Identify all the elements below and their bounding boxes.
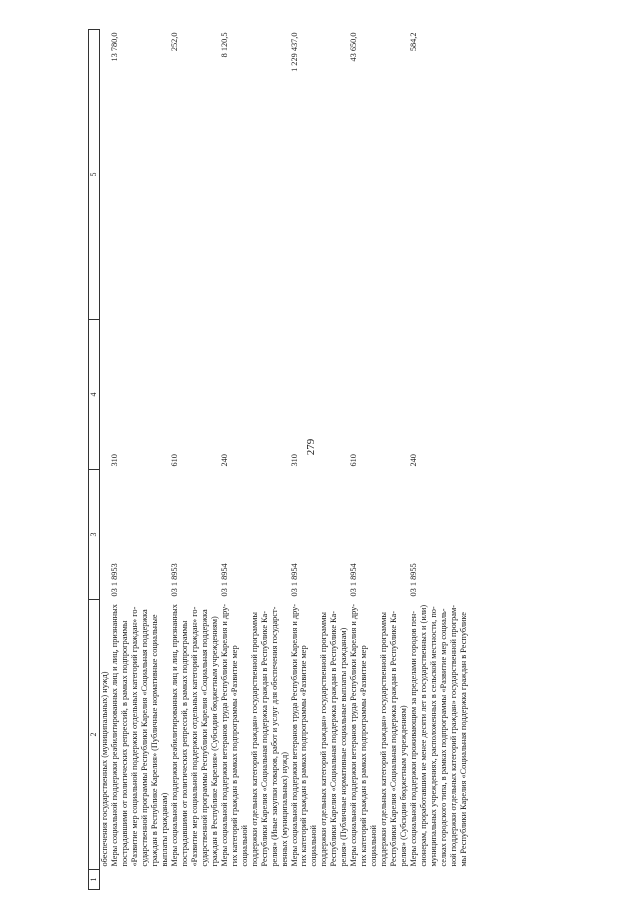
- row-amount: 43 650,0: [349, 32, 359, 62]
- description-line: гих категорий граждан в рамках подпрограммы «Развитие мер социальной: [359, 645, 379, 867]
- table-row: [349, 30, 409, 890]
- description-line: Республики Карелия «Социальная поддержка граждан в Республике Ка-: [329, 610, 339, 867]
- description-line: Меры социальной поддержки ветеранов труда Республики Карелия и дру-: [289, 603, 299, 867]
- table-row: [110, 30, 170, 890]
- description-line: релия» (Иные закупки товаров, работ и услуг для обеспечения государст-: [269, 606, 279, 867]
- row-expense-type: 310: [289, 454, 299, 467]
- description-line: Меры социальной поддержки ветеранов труда Республики Карелия и дру-: [349, 603, 359, 867]
- row-description: [349, 600, 409, 870]
- row-target-code: 03 1 8953: [170, 563, 180, 597]
- table-row: [170, 30, 220, 890]
- description-line: Меры социальной поддержки ветеранов труда Республики Карелия и дру-: [219, 603, 229, 867]
- continuation-row: [100, 30, 110, 890]
- description-line: сударственной программы Республики Карелия «Социальная поддержка: [199, 609, 209, 867]
- description-line: ной поддержки отдельных категорий граждан» государственной програм-: [448, 605, 458, 867]
- row-amount: 584,2: [408, 32, 418, 52]
- header-row: [89, 30, 100, 890]
- description-line: муниципальных учреждениях, расположенных в сельской местности, по-: [428, 606, 438, 867]
- description-line: Меры социальной поддержки реабилитированных лиц и лиц, признанных: [110, 604, 120, 867]
- row-expense-type: 240: [219, 454, 229, 467]
- row-amount: 252,0: [170, 32, 180, 52]
- row-description: [170, 600, 220, 870]
- description-line: мы Республики Карелия «Социальная поддержка граждан в Республике: [458, 612, 468, 867]
- header-col-3: 3: [89, 470, 100, 600]
- description-line: сударственной программы Республики Карелия «Социальная поддержка: [140, 609, 150, 867]
- description-line: гих категорий граждан в рамках подпрограммы «Развитие мер социальной: [229, 645, 249, 867]
- continuation-text: обеспечения государственных (муниципальных) нужд): [100, 671, 110, 867]
- description-line: Меры социальной поддержки реабилитированных лиц и лиц, признанных: [170, 604, 180, 867]
- row-description: [290, 600, 350, 870]
- description-line: венных (муниципальных) нужд): [279, 752, 289, 867]
- row-amount: 8 120,5: [219, 32, 229, 58]
- table-row: [290, 30, 350, 890]
- row-description: [220, 600, 290, 870]
- description-line: релия» (Публичные нормативные социальные выплаты гражданам): [339, 627, 349, 867]
- row-amount: 1 229 437,0: [289, 32, 299, 72]
- description-line: пострадавшими от политических репрессий, в рамках подпрограммы: [120, 620, 130, 867]
- budget-table: [88, 29, 469, 890]
- row-description: [409, 600, 469, 870]
- row-description: [110, 600, 170, 870]
- page-number: 279: [305, 438, 317, 456]
- description-line: Меры социальной поддержки проживающим за пределами городов пен-: [408, 611, 418, 867]
- description-line: «Развитие мер социальной поддержки отдельных категорий граждан» го-: [189, 606, 199, 867]
- header-col-1: 1: [89, 870, 100, 890]
- description-line: Республики Карелия «Социальная поддержка граждан в Республике Ка-: [389, 610, 399, 867]
- description-line: пострадавшими от политических репрессий, в рамках подпрограммы: [180, 620, 190, 867]
- table-row: [220, 30, 290, 890]
- rotated-table-page: [88, 30, 558, 890]
- description-line: релия» (Субсидии бюджетным учреждениям): [398, 705, 408, 867]
- description-line: гих категорий граждан в рамках подпрограммы «Развитие мер социальной: [299, 645, 319, 867]
- description-line: граждан в Республике Карелия» (Субсидии бюджетным учреждениям): [209, 616, 219, 867]
- description-line: граждан в Республике Карелия» (Публичные нормативные социальные: [150, 614, 160, 867]
- description-line: «Развитие мер социальной поддержки отдельных категорий граждан» го-: [130, 606, 140, 867]
- description-line: поддержки отдельных категорий граждан» государственной программы: [379, 612, 389, 867]
- description-line: поддержки отдельных категорий граждан» государственной программы: [319, 612, 329, 867]
- row-target-code: 03 1 8955: [408, 563, 418, 597]
- row-expense-type: 310: [110, 454, 120, 467]
- description-line: выплаты гражданам): [160, 792, 170, 867]
- row-target-code: 03 1 8954: [289, 563, 299, 597]
- row-expense-type: 610: [349, 454, 359, 467]
- header-col-2: 2: [89, 600, 100, 870]
- description-line: поддержки отдельных категорий граждан» государственной программы: [249, 612, 259, 867]
- row-target-code: 03 1 8954: [219, 563, 229, 597]
- description-line: Республики Карелия «Социальная поддержка граждан в Республике Ка-: [259, 610, 269, 867]
- row-expense-type: 240: [408, 454, 418, 467]
- row-expense-type: 610: [170, 454, 180, 467]
- row-amount: 13 780,0: [110, 32, 120, 62]
- table-row: [409, 30, 469, 890]
- header-col-5: 5: [89, 30, 100, 320]
- row-target-code: 03 1 8954: [349, 563, 359, 597]
- description-line: сионерам, проработавшим не менее десяти лет в государственных и (или): [418, 604, 428, 867]
- row-target-code: 03 1 8953: [110, 563, 120, 597]
- description-line: селках городского типа, в рамках подпрограммы «Развитие мер социаль-: [438, 608, 448, 867]
- header-col-4: 4: [89, 320, 100, 470]
